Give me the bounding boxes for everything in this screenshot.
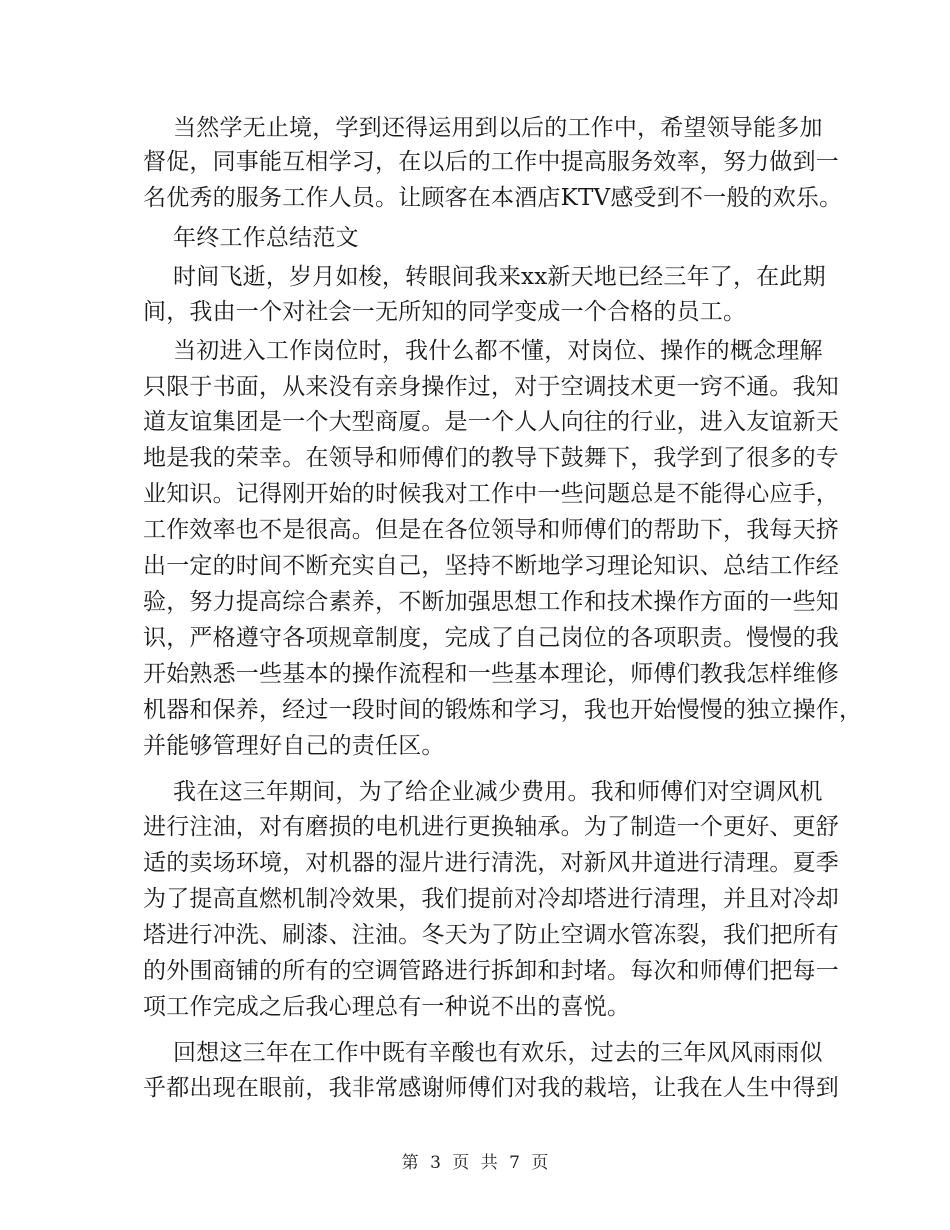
text-line: 进行注油，对有磨损的电机进行更换轴承。为了制造一个更好、更舒 (143, 814, 839, 840)
text-line: 地是我的荣幸。在领导和师傅们的教导下鼓舞下，我学到了很多的专 (143, 445, 839, 471)
text-line: 当初进入工作岗位时，我什么都不懂，对岗位、操作的概念理解 (143, 338, 823, 364)
text-line: 道友谊集团是一个大型商厦。是一个人人向往的行业，进入友谊新天 (143, 409, 839, 435)
text-line: 当然学无止境，学到还得运用到以后的工作中，希望领导能多加 (143, 115, 823, 141)
text-line: 回想这三年在工作中既有辛酸也有欢乐，过去的三年风风雨雨似 (143, 1040, 823, 1066)
text-line: 项工作完成之后我心理总有一种说不出的喜悦。 (143, 994, 631, 1020)
section-heading: 年终工作总结范文 (143, 225, 359, 251)
text-line: 乎都出现在眼前，我非常感谢师傅们对我的栽培，让我在人生中得到 (143, 1075, 839, 1101)
text-line: 塔进行冲洗、刷漆、注油。冬天为了防止空调水管冻裂，我们把所有 (143, 922, 839, 948)
text-line: 只限于书面，从来没有亲身操作过，对于空调技术更一窍不通。我知 (143, 374, 839, 400)
text-line: 适的卖场环境，对机器的湿片进行清洗，对新风井道进行清理。夏季 (143, 850, 839, 876)
page-number-footer: 第 3 页 共 7 页 (401, 1153, 549, 1173)
text-line: 识，严格遵守各项规章制度，完成了自己岗位的各项职责。慢慢的我 (143, 625, 839, 651)
text-line: 出一定的时间不断充实自己，坚持不断地学习理论知识、总结工作经 (143, 553, 839, 579)
text-line: 时间飞逝，岁月如梭，转眼间我来xx新天地已经三年了，在此期 (143, 264, 826, 290)
text-line: 机器和保养，经过一段时间的锻炼和学习，我也开始慢慢的独立操作， (143, 697, 863, 723)
text-line: 业知识。记得刚开始的时候我对工作中一些问题总是不能得心应手， (143, 481, 839, 507)
text-line: 开始熟悉一些基本的操作流程和一些基本理论，师傅们教我怎样维修 (143, 661, 839, 687)
text-line: 并能够管理好自己的责任区。 (143, 733, 445, 759)
text-line: 验，努力提高综合素养，不断加强思想工作和技术操作方面的一些知 (143, 589, 839, 615)
text-line: 督促，同事能互相学习，在以后的工作中提高服务效率，努力做到一 (143, 149, 839, 175)
text-line: 的外围商铺的所有的空调管路进行拆卸和封堵。每次和师傅们把每一 (143, 958, 839, 984)
text-line: 为了提高直燃机制冷效果，我们提前对冷却塔进行清理，并且对冷却 (143, 886, 839, 912)
text-line: 间，我由一个对社会一无所知的同学变成一个合格的员工。 (143, 299, 747, 325)
text-line: 我在这三年期间，为了给企业减少费用。我和师傅们对空调风机 (143, 779, 823, 805)
text-line: 名优秀的服务工作人员。让顾客在本酒店KTV感受到不一般的欢乐。 (143, 185, 843, 211)
text-line: 工作效率也不是很高。但是在各位领导和师傅们的帮助下，我每天挤 (143, 517, 839, 543)
